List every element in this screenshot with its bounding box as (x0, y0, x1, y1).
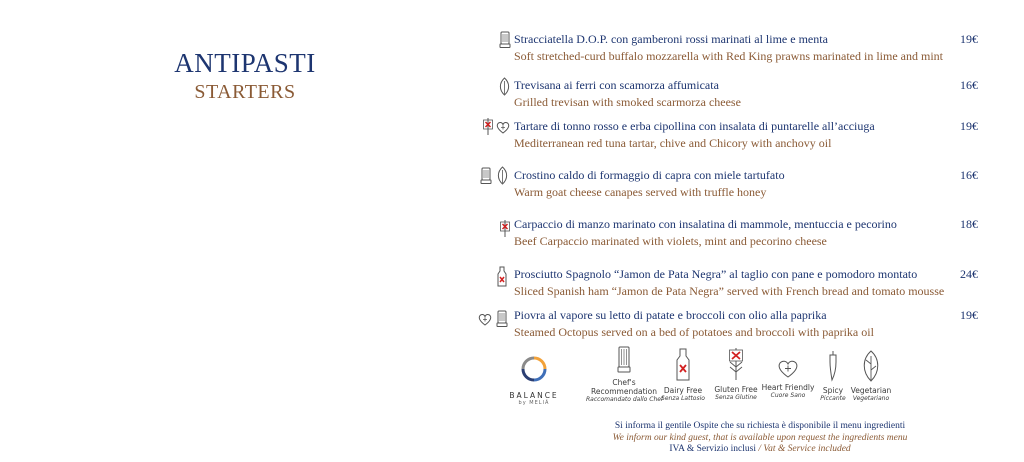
dish-name-italian: Piovra al vapore su letto di patate e broccoli con olio alla paprika (514, 308, 827, 322)
spicy-icon (827, 350, 839, 382)
gluten-free-icon (482, 117, 494, 136)
dish-name-italian: Crostino caldo di formaggio di capra con miele tartufato (514, 168, 785, 182)
ingredients-notice-english: We inform our kind guest, that is available upon request the ingredients menu (612, 432, 908, 443)
menu-item (514, 216, 1002, 249)
menu-item (514, 167, 1002, 200)
dairy-free-icon (497, 266, 507, 287)
legend-sublabel: Senza Lattosio (661, 395, 705, 402)
legend-sublabel: Cuore Sano (770, 392, 806, 399)
vat-notice-separator: / (755, 444, 764, 454)
legend-dairy-free (660, 348, 706, 403)
menu-item (514, 77, 1002, 110)
section-title-english: STARTERS (194, 81, 296, 103)
heart-friendly-icon (496, 121, 510, 134)
dish-name-italian: Stracciatella D.O.P. con gamberoni rossi marinati al lime e menta (514, 32, 828, 46)
vat-service-notice (600, 444, 920, 456)
dish-name-english: Mediterranean red tuna tartar, chive and Chicory with anchovy oil (514, 136, 832, 150)
dish-name-italian: Trevisana ai ferri con scamorza affumicata (514, 78, 719, 92)
vat-notice-english: Vat & Service included (763, 444, 851, 454)
chef-recommendation-icon (480, 167, 492, 185)
legend-spicy (818, 350, 848, 403)
chef-recommendation-icon (616, 346, 632, 374)
legend-label: Recommendation (591, 387, 657, 396)
legend-chef-recommendation (586, 346, 662, 404)
dish-price: 24€ (960, 267, 978, 281)
heart-friendly-icon (478, 313, 492, 326)
legend-sublabel: Senza Glutine (715, 394, 757, 401)
legend-sublabel: Piccante (820, 395, 846, 402)
legend-sublabel: Vegetariano (852, 395, 890, 402)
dish-name-english: Sliced Spanish ham “Jamon de Pata Negra” served with French bread and tomato mousse (514, 284, 945, 298)
dish-name-english: Steamed Octopus served on a bed of potatoes and broccoli with paprika oil (514, 325, 874, 339)
menu-item (514, 31, 1002, 64)
legend-vegetarian (848, 350, 894, 403)
dish-name-english: Warm goat cheese canapes served with truffle honey (514, 185, 767, 199)
vegetarian-icon (498, 77, 511, 97)
brand-by: by MELIÃ (518, 400, 550, 406)
dish-price: 19€ (960, 32, 978, 46)
legend-gluten-free (710, 347, 762, 402)
balance-logo (506, 355, 562, 406)
section-heading (145, 48, 345, 104)
menu-item (514, 118, 1002, 151)
legend-sublabel: Raccomandato dallo Chef (586, 396, 664, 403)
dish-name-english: Beef Carpaccio marinated with violets, mint and pecorino cheese (514, 234, 827, 248)
dish-price: 16€ (960, 78, 978, 92)
heart-friendly-icon (777, 359, 799, 379)
legend-label: Spicy (822, 386, 844, 395)
gluten-free-icon (499, 219, 511, 238)
menu-item (514, 266, 1002, 299)
legend-label: Vegetarian (850, 386, 892, 395)
chef-recommendation-icon (499, 31, 511, 49)
chef-recommendation-icon (496, 310, 508, 328)
dish-name-english: Soft stretched-curd buffalo mozzarella with Red King prawns marinated in lime and mint (514, 49, 943, 63)
gluten-free-icon (726, 347, 746, 381)
legend-label: Heart Friendly (761, 383, 815, 392)
footer-notice (600, 421, 920, 456)
dish-name-italian: Carpaccio di manzo marinato con insalatina di mammole, mentuccia e pecorino (514, 217, 897, 231)
balance-ring-icon (520, 355, 548, 383)
dish-price: 19€ (960, 308, 978, 322)
dish-price: 16€ (960, 168, 978, 182)
legend-label: Dairy Free (663, 386, 703, 395)
legend-label: Chef's (612, 378, 636, 387)
ingredients-notice-italian: Si informa il gentile Ospite che su richiesta è disponibile il menu ingredienti (614, 421, 906, 431)
dish-price: 18€ (960, 217, 978, 231)
vegetarian-icon (496, 166, 509, 186)
dish-name-italian: Prosciutto Spagnolo “Jamon de Pata Negra” al taglio con pane e pomodoro montato (514, 267, 918, 281)
menu-item (514, 307, 1002, 340)
vat-notice-italian: IVA & Servizio inclusi (669, 444, 756, 454)
brand-name: BALANCE (509, 391, 559, 400)
vegetarian-icon (860, 350, 882, 382)
dish-name-english: Grilled trevisan with smoked scarmorza cheese (514, 95, 741, 109)
section-title-italian: ANTIPASTI (174, 48, 316, 78)
legend-heart-friendly (760, 359, 816, 400)
dairy-free-icon (676, 348, 690, 382)
dish-name-italian: Tartare di tonno rosso e erba cipollina con insalata di puntarelle all’acciuga (514, 119, 875, 133)
legend-label: Gluten Free (714, 385, 758, 394)
dish-price: 19€ (960, 119, 978, 133)
